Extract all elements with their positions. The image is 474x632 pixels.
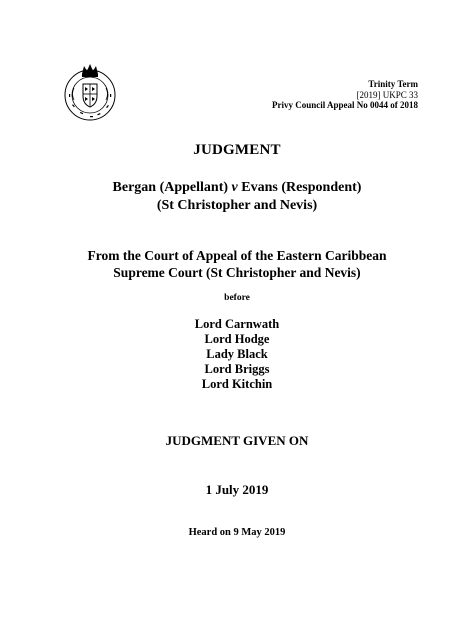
- appeal-number: Privy Council Appeal No 0044 of 2018: [271, 100, 418, 110]
- respondent-name: Evans (Respondent): [241, 180, 362, 195]
- judge-name: Lord Carnwath: [194, 317, 280, 331]
- judge-name: Lady Black: [206, 347, 268, 361]
- appellant-name: Bergan (Appellant): [112, 180, 229, 195]
- jurisdiction-label: (St Christopher and Nevis): [156, 198, 318, 213]
- judge-name: Lord Briggs: [204, 362, 270, 376]
- case-reference-block: [272, 79, 418, 111]
- privy-council-crest-icon: [60, 60, 120, 122]
- judges-list: [0, 317, 474, 392]
- versus-label: v: [231, 180, 238, 195]
- judge-name: Lord Kitchin: [201, 377, 273, 391]
- hearing-date: Heard on 9 May 2019: [188, 527, 286, 538]
- court-of-origin: [0, 247, 474, 281]
- before-label: before: [224, 293, 250, 303]
- neutral-citation: [2019] UKPC 33: [356, 89, 418, 100]
- court-line-2: Supreme Court (St Christopher and Nevis): [113, 265, 361, 280]
- parties-block: [0, 179, 474, 215]
- judgment-date: 1 July 2019: [205, 482, 269, 497]
- court-line-1: From the Court of Appeal of the Eastern Caribbean: [87, 248, 387, 263]
- page-title: JUDGMENT: [193, 142, 281, 158]
- judgment-given-label: JUDGMENT GIVEN ON: [165, 433, 309, 448]
- term-label: Trinity Term: [368, 79, 418, 89]
- judge-name: Lord Hodge: [204, 332, 270, 346]
